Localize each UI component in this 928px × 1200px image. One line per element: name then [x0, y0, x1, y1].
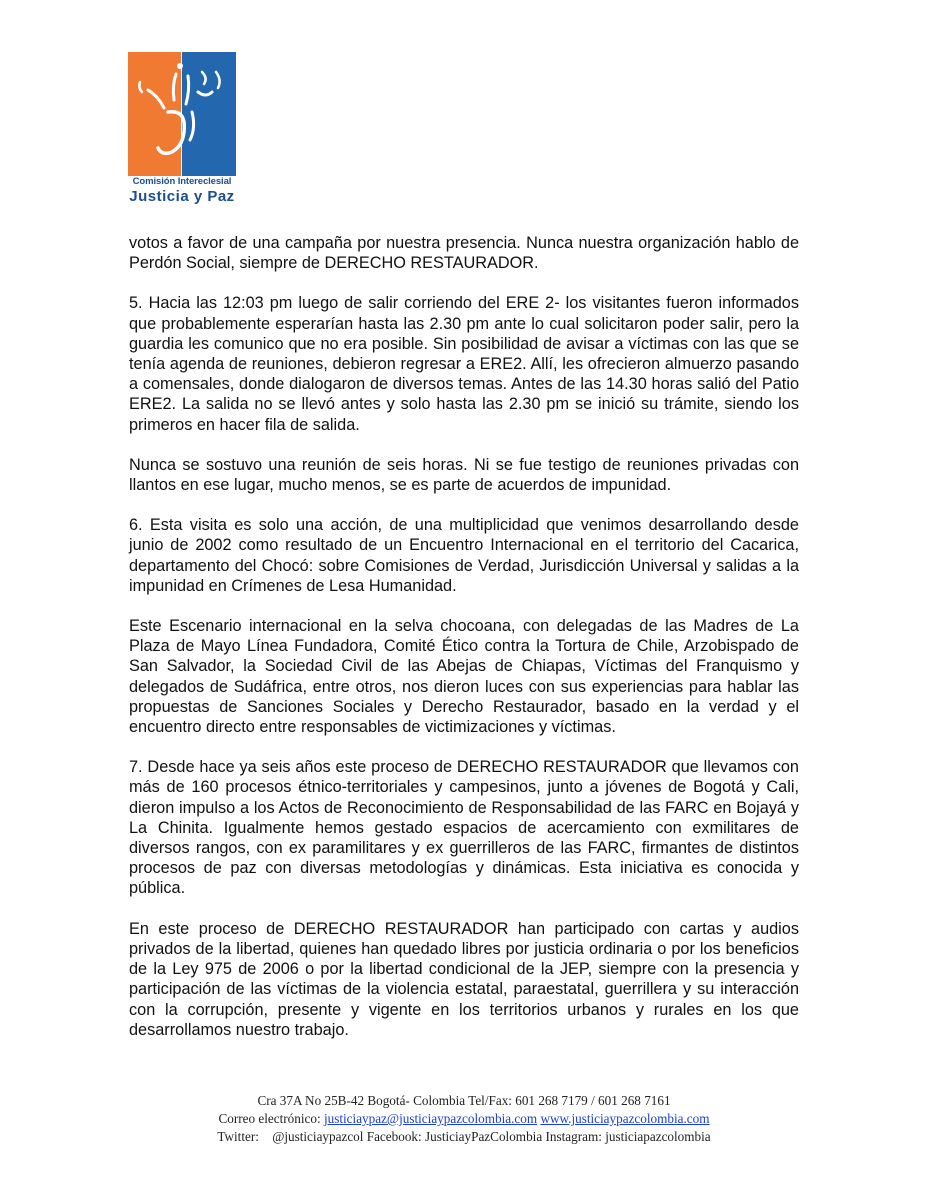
logo-text-line1: Comisión Intereclesial	[132, 176, 232, 187]
facebook-label: Facebook:	[366, 1129, 422, 1144]
instagram-handle: justiciapazcolombia	[605, 1129, 711, 1144]
organization-logo	[128, 52, 236, 218]
twitter-label: Twitter:	[217, 1129, 259, 1144]
paragraph: En este proceso de DERECHO RESTAURADOR han participado con cartas y audios privados de la libertad, quienes han quedado libres por justicia ordinaria o por los beneficios de la Ley 975 de 2006 o por la libertad condicional de la JEP, siempre con la presencia y participación de las víctimas de la violencia estatal, paraestatal, guerrillera y su interacción con la corrupción, presente y vigente en los territorios urbanos y rurales en los que desarrollamos nuestro trabajo.	[129, 919, 799, 1039]
facebook-handle: JusticiayPazColombia	[424, 1129, 543, 1144]
page-footer	[0, 1092, 928, 1146]
footer-social-line	[0, 1128, 928, 1146]
twitter-handle: @justiciaypazcol	[272, 1129, 364, 1144]
website-link[interactable]: www.justiciaypazcolombia.com	[540, 1111, 710, 1126]
paragraph: Nunca se sostuvo una reunión de seis horas. Ni se fue testigo de reuniones privadas con llantos en ese lugar, mucho menos, se es parte de acuerdos de impunidad.	[129, 455, 799, 495]
document-body	[129, 233, 799, 1060]
email-label: Correo electrónico:	[218, 1111, 321, 1126]
footer-email-line	[0, 1110, 928, 1128]
paragraph: votos a favor de una campaña por nuestra presencia. Nunca nuestra organización hablo de Perdón Social, siempre de DERECHO RESTAURADOR.	[129, 234, 799, 273]
paragraph: Este Escenario internacional en la selva chocoana, con delegadas de las Madres de La Plaza de Mayo Línea Fundadora, Comité Ético contra la Tortura de Chile, Arzobispado de San Salvador, la Sociedad Civil de las Abejas de Chiapas, Víctimas del Franquismo y delegados de Sudáfrica, entre otros, nos dieron luces con sus experiencias para hablar las propuestas de Sanciones Sociales y Derecho Restaurador, basado en la verdad y el encuentro directo entre responsables de victimizaciones y víctimas.	[129, 617, 799, 737]
instagram-label: Instagram:	[545, 1129, 602, 1144]
logo-text-line2: Justicia y Paz	[129, 188, 235, 205]
email-link[interactable]: justiciaypaz@justiciaypazcolombia.com	[323, 1111, 538, 1126]
paragraph: 5. Hacia las 12:03 pm luego de salir corriendo del ERE 2- los visitantes fueron informados que probablemente esperarían hasta las 2.30 pm ante lo cual solicitaron poder salir, pero la guardia les comunico que no era posible. Sin posibilidad de avisar a víctimas con las que se tenía agenda de reuniones, debieron regresar a ERE2. Allí, les ofrecieron almuerzo pasando a comensales, donde dialogaron de diversos temas. Antes de las 14.30 horas salió del Patio ERE2. La salida no se llevó antes y solo hasta las 2.30 pm se inició su trámite, siendo los primeros en hacer fila de salida.	[129, 294, 799, 434]
paragraph: 7. Desde hace ya seis años este proceso de DERECHO RESTAURADOR que llevamos con más de 160 procesos étnico-territoriales y campesinos, junto a jóvenes de Bogotá y Cali, dieron impulso a los Actos de Reconocimiento de Responsabilidad de las FARC en Bojayá y La Chinita. Igualmente hemos gestado espacios de acercamiento con exmilitares de diversos rangos, con ex paramilitares y ex guerrilleros de las FARC, firmantes de distintos procesos de paz con diversas metodologías y dinámicas. Esta iniciativa es conocida y pública.	[129, 758, 799, 898]
paragraph: 6. Esta visita es solo una acción, de una multiplicidad que venimos desarrollando desde junio de 2002 como resultado de un Encuentro Internacional en el territorio del Cacarica, departamento del Chocó: sobre Comisiones de Verdad, Jurisdicción Universal y salidas a la impunidad en Crímenes de Lesa Humanidad.	[129, 516, 799, 595]
logo-emblem-icon	[128, 52, 236, 176]
footer-address: Cra 37A No 25B-42 Bogotá- Colombia Tel/Fax: 601 268 7179 / 601 268 7161	[257, 1093, 671, 1108]
